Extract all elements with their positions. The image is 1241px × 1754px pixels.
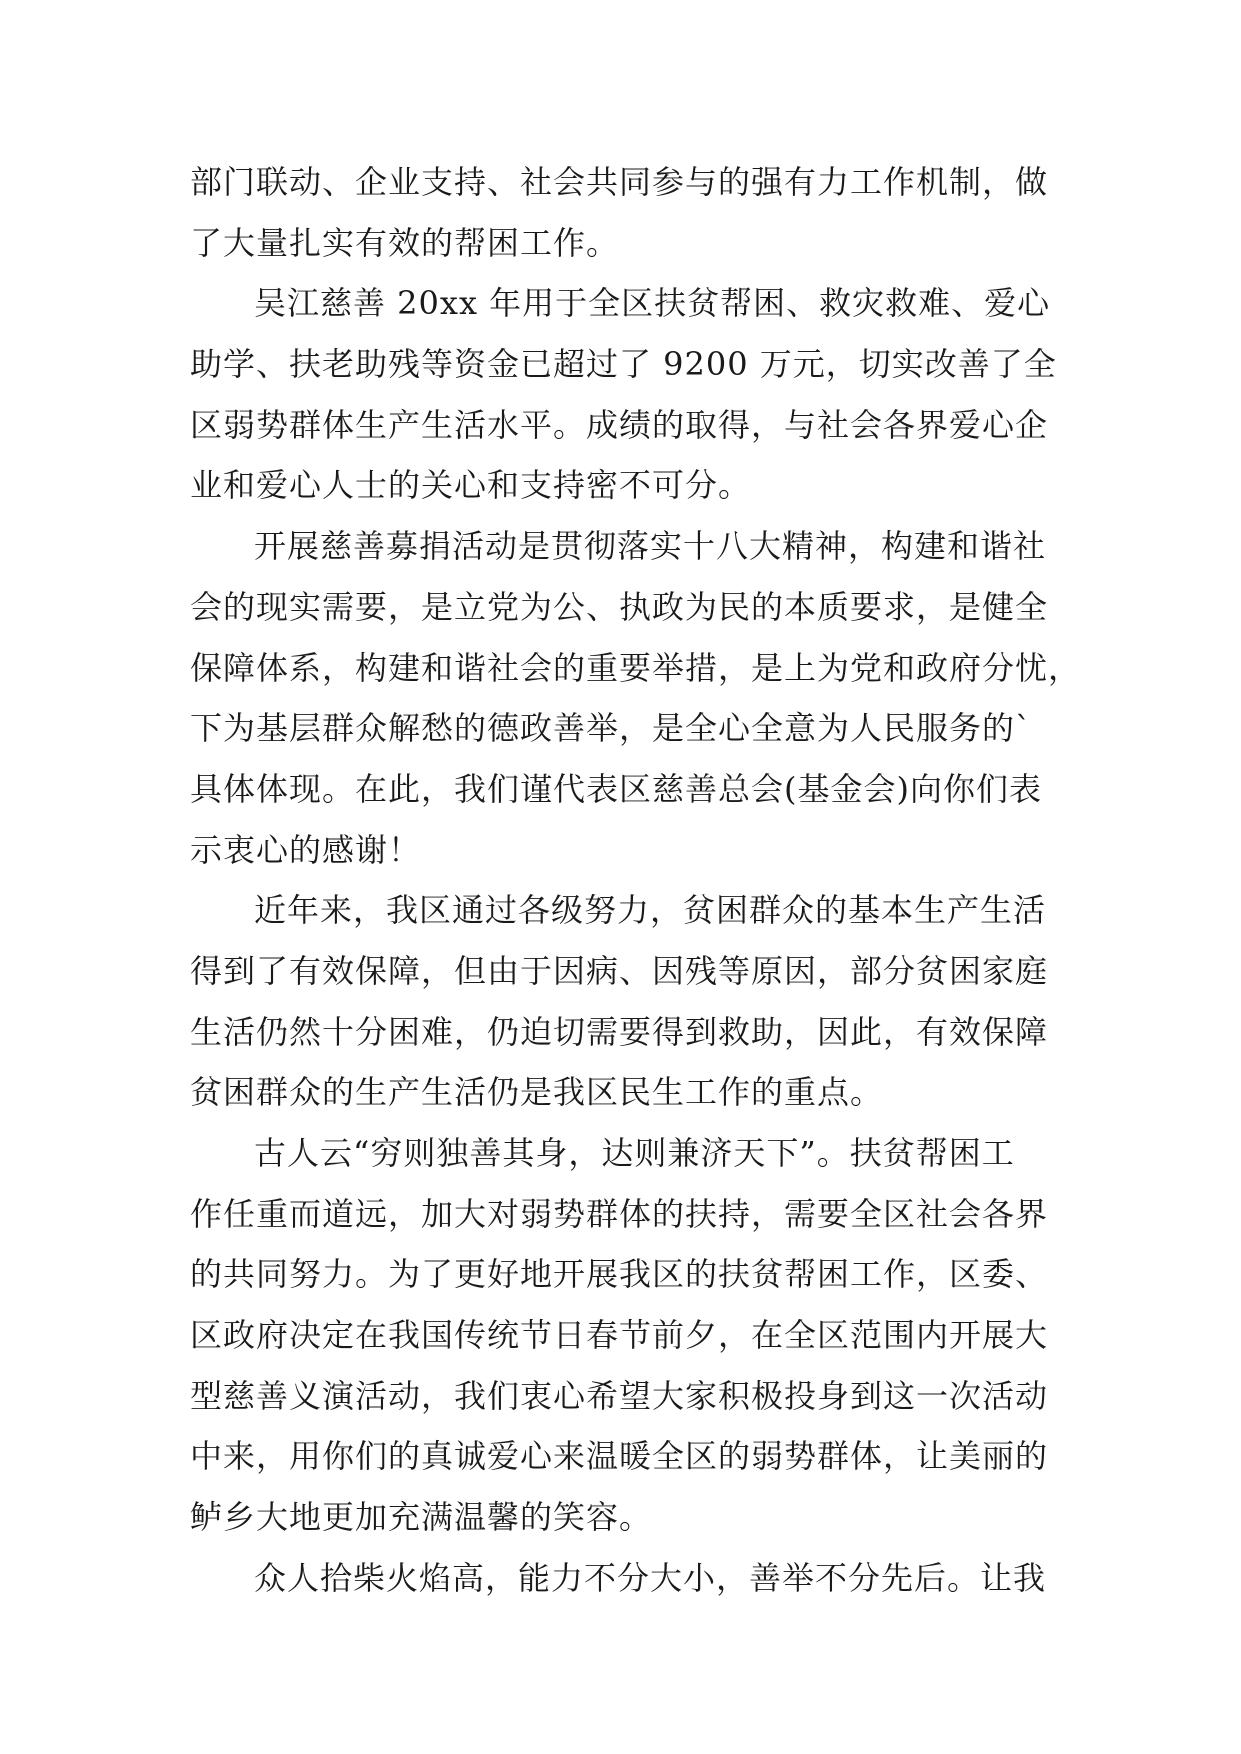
text-line: 了大量扎实有效的帮困工作。 xyxy=(190,223,620,262)
text-line: 区政府决定在我国传统节日春节前夕，在全区范围内开展大 xyxy=(190,1316,1049,1355)
text-line: 部门联动、企业支持、社会共同参与的强有力工作机制，做 xyxy=(190,163,1049,201)
text-line: 业和爱心人士的关心和支持密不可分。 xyxy=(190,466,752,505)
paragraph-start-line: 众人拾柴火焰高，能力不分大小，善举不分先后。让我 xyxy=(254,1558,1047,1597)
paragraph-start-line: 吴江慈善 20xx 年用于全区扶贫帮困、救灾救难、爱心 xyxy=(254,284,1051,323)
text-line: 示衷心的感谢！ xyxy=(190,830,422,869)
text-line: 中来，用你们的真诚爱心来温暖全区的弱势群体，让美丽的 xyxy=(190,1437,1049,1476)
text-line: 会的现实需要，是立党为公、执政为民的本质要求，是健全 xyxy=(190,587,1049,626)
paragraph-start-line: 开展慈善募捐活动是贯彻落实十八大精神，构建和谐社 xyxy=(254,527,1047,566)
body-text xyxy=(190,152,1082,1609)
text-line: 区弱势群体生产生活水平。成绩的取得，与社会各界爱心企 xyxy=(190,405,1049,444)
text-line: 贫困群众的生产生活仍是我区民生工作的重点。 xyxy=(190,1073,884,1112)
text-line: 型慈善义演活动，我们衷心希望大家积极投身到这一次活动 xyxy=(190,1376,1049,1415)
text-line: 保障体系，构建和谐社会的重要举措，是上为党和政府分忧， xyxy=(190,648,1082,687)
text-line: 作任重而道远，加大对弱势群体的扶持，需要全区社会各界 xyxy=(190,1194,1049,1233)
text-line: 的共同努力。为了更好地开展我区的扶贫帮困工作，区委、 xyxy=(190,1255,1049,1294)
text-line: 下为基层群众解愁的德政善举，是全心全意为人民服务的` xyxy=(190,709,1033,748)
paragraph-start-line: 古人云“穷则独善其身，达则兼济天下”。扶贫帮困工 xyxy=(254,1134,1015,1172)
text-line: 生活仍然十分困难，仍迫切需要得到救助，因此，有效保障 xyxy=(190,1012,1049,1051)
paragraph-start-line: 近年来，我区通过各级努力，贫困群众的基本生产生活 xyxy=(254,891,1047,930)
text-line: 助学、扶老助残等资金已超过了 9200 万元，切实改善了全 xyxy=(190,345,1057,384)
text-line: 具体体现。在此，我们谨代表区慈善总会(基金会)向你们表 xyxy=(190,769,1042,808)
text-line: 鲈乡大地更加充满温馨的笑容。 xyxy=(190,1498,653,1537)
text-line: 得到了有效保障，但由于因病、因残等原因，部分贫困家庭 xyxy=(190,951,1049,990)
